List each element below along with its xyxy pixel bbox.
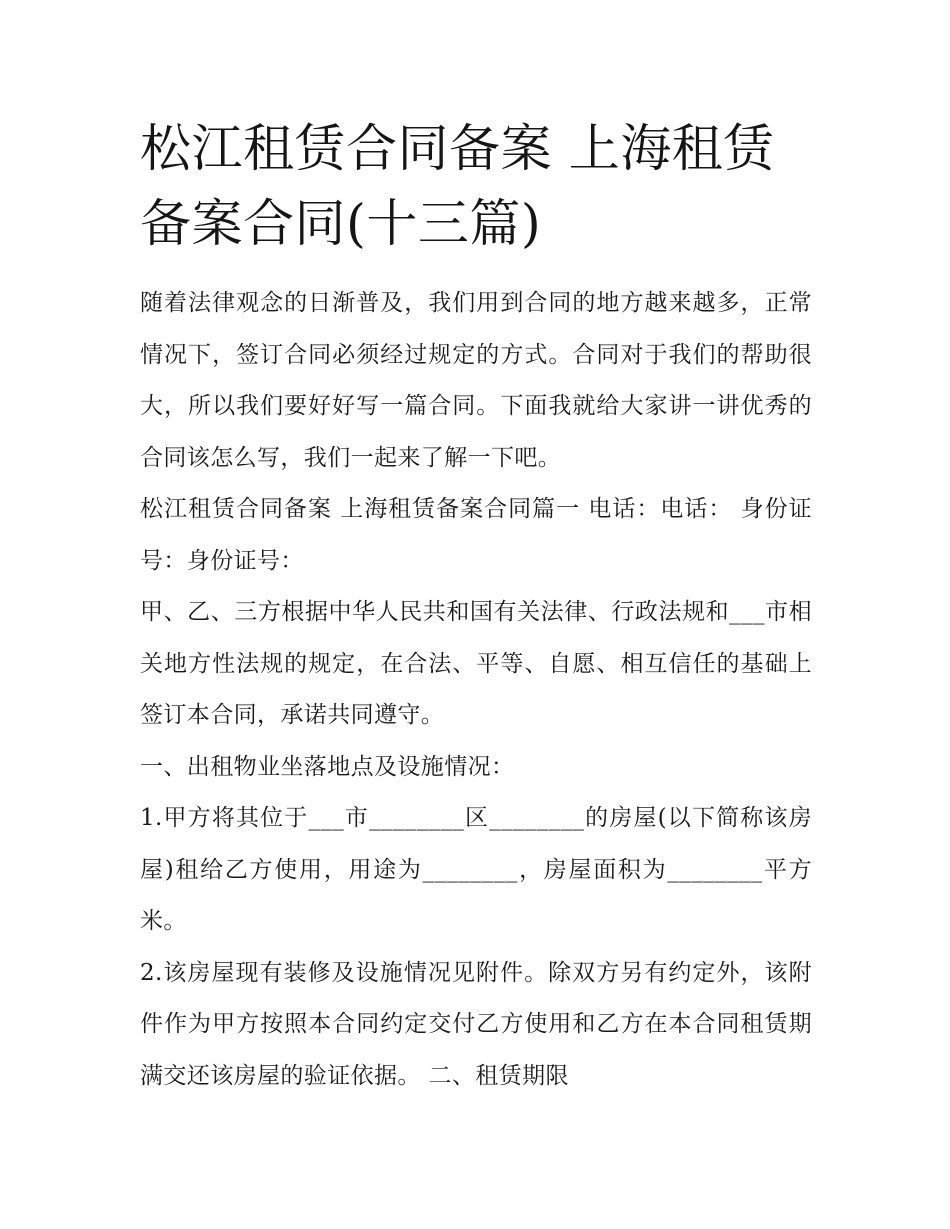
intro-paragraph: 随着法律观念的日渐普及，我们用到合同的地方越来越多，正常情况下，签订合同必须经过规定的方式。合同对于我们的帮助很大，所以我们要好好写一篇合同。下面我就给大家讲一讲优秀的合同该怎么写，我们一起来了解一下吧。 [140, 290, 812, 471]
clause-2-paragraph: 2.该房屋现有装修及设施情况见附件。除双方另有约定外，该附件作为甲方按照本合同约定交付乙方使用和乙方在本合同租赁期满交还该房屋的验证依据。 二、租赁期限 [140, 959, 812, 1089]
clause-1-paragraph: 1.甲方将其位于___市________区________的房屋(以下简称该房屋)租给乙方使用，用途为________，房屋面积为________平方米。 [140, 805, 812, 934]
document-title: 松江租赁合同备案 上海租赁备案合同(十三篇) [140, 120, 775, 254]
section-one-heading: 一、出租物业坐落地点及设施情况： [140, 753, 515, 780]
preamble-paragraph: 甲、乙、三方根据中华人民共和国有关法律、行政法规和___市相关地方性法规的规定，在合法、平等、自愿、相互信任的基础上签订本合同，承诺共同遵守。 [140, 599, 812, 728]
contract-heading-paragraph: 松江租赁合同备案 上海租赁备案合同篇一 电话：电话： 身份证号：身份证号： [140, 496, 812, 574]
document-body [140, 278, 812, 1102]
